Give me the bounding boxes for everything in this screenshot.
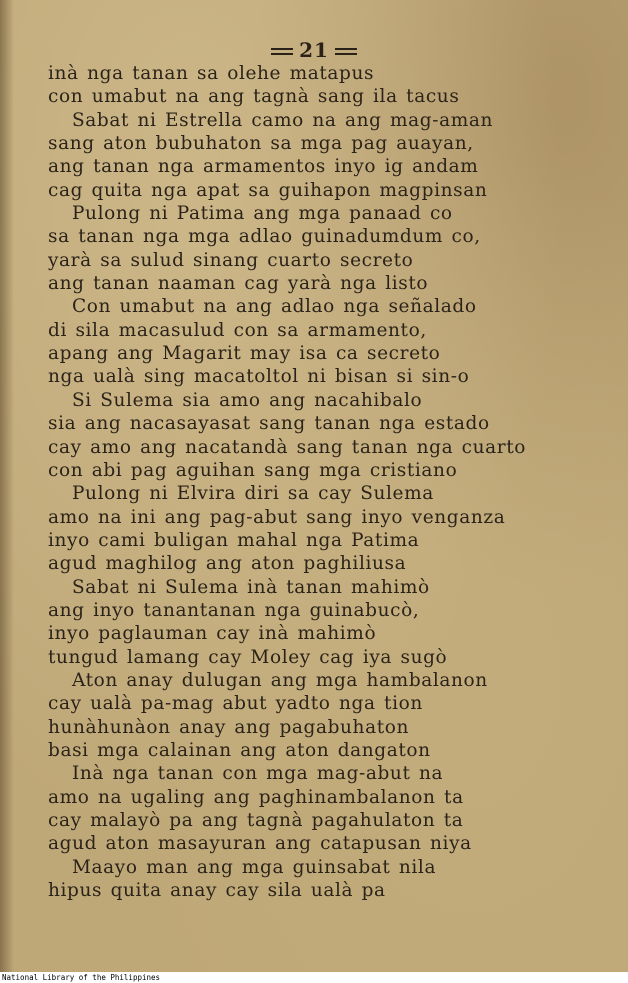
text-line: ang inyo tanantanan nga guinabucò, [48, 599, 420, 621]
text-line: Pulong ni Patima ang mga panaad co [72, 203, 453, 225]
page-number: 21 [299, 38, 329, 62]
text-line: ang tanan naaman cag yarà nga listo [48, 273, 429, 295]
text-line: Maayo man ang mga guinsabat nila [72, 856, 437, 878]
text-line: nga ualà sing macatoltol ni bisan si sin-o [48, 366, 470, 388]
text-line: amo na ini ang pag-abut sang inyo venganza [48, 506, 506, 528]
text-line: con umabut na ang tagnà sang ila tacus [48, 86, 460, 108]
text-line: Pulong ni Elvira diri sa cay Sulema [72, 483, 434, 505]
text-line: inyo cami buligan mahal nga Patima [48, 529, 420, 551]
text-line: cay ualà pa-mag abut yadto nga tion [48, 693, 423, 715]
text-line: Inà nga tanan con mga mag-abut na [72, 763, 444, 785]
text-line: Con umabut na ang adlao nga señalado [72, 296, 477, 318]
text-line: cag quita nga apat sa guihapon magpinsan [48, 179, 488, 201]
text-line: inyo paglauman cay inà mahimò [48, 623, 377, 645]
text-line: hipus quita anay cay sila ualà pa [48, 880, 386, 902]
text-line: con abi pag aguihan sang mga cristiano [48, 459, 458, 481]
text-line: sia ang nacasayasat sang tanan nga estado [48, 413, 490, 435]
text-line: ang tanan nga armamentos inyo ig andam [48, 156, 479, 178]
page-number-header [0, 38, 628, 62]
ornament-dash-left [271, 48, 293, 55]
text-line: Sabat ni Estrella camo na ang mag-aman [72, 109, 493, 131]
text-line: hunàhunàon anay ang pagabuhaton [48, 716, 409, 738]
text-line: cay amo ang nacatandà sang tanan nga cuarto [48, 436, 527, 458]
text-line: cay malayò pa ang tagnà pagahulaton ta [48, 810, 464, 831]
text-line: Aton anay dulugan ang mga hambalanon [72, 669, 488, 691]
text-line: Sabat ni Sulema inà tanan mahimò [72, 576, 430, 598]
text-line: tungud lamang cay Moley cag iya sugò [48, 646, 448, 668]
text-line: sang aton bubuhaton sa mga pag auayan, [48, 133, 474, 155]
text-line: yarà sa sulud sinang cuarto secreto [48, 249, 414, 271]
page-binding-shadow [0, 0, 14, 972]
text-line: amo na ugaling ang paghinambalanon ta [48, 786, 464, 808]
footer-credit: National Library of the Philippines [2, 973, 161, 982]
text-line: di sila macasulud con sa armamento, [48, 319, 427, 341]
text-line: sa tanan nga mga adlao guinadumdum co, [48, 226, 481, 248]
text-line: apang ang Magarit may isa ca secreto [48, 343, 441, 365]
text-line: Si Sulema sia amo ang nacahibalo [72, 389, 423, 411]
text-line: agud aton masayuran ang catapusan niya [48, 833, 472, 855]
text-line: agud maghilog ang aton paghiliusa [48, 553, 407, 575]
ornament-dash-right [335, 48, 357, 55]
text-line: basi mga calainan ang aton dangaton [48, 739, 431, 761]
poem-text-block [48, 62, 548, 902]
text-line: inà nga tanan sa olehe matapus [48, 63, 375, 84]
